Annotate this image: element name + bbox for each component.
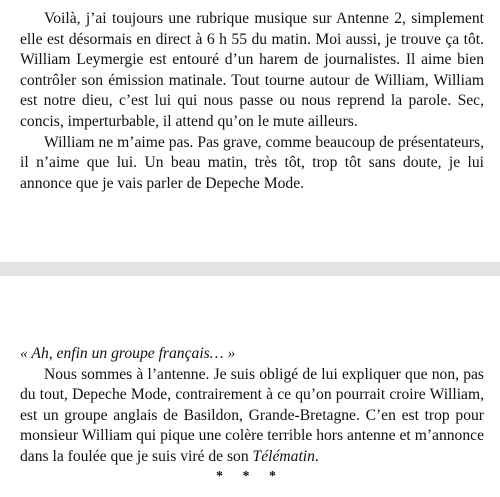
text-block-bottom bbox=[20, 344, 484, 468]
text-block-top bbox=[20, 9, 484, 194]
paragraph-william-ne-m-aime-pas: William ne m’aime pas. Pas grave, comme beaucoup de présentateurs, il n’aime que lui. Un beau matin, très tôt, trop tôt sans doute, je lui annonce que je vais parler de Depeche Mode. bbox=[20, 133, 484, 192]
paragraph-end: . bbox=[314, 447, 319, 465]
show-title: Télématin bbox=[252, 447, 315, 465]
section-separator: * * * bbox=[216, 469, 284, 484]
paragraph-antenne-2: Voilà, j’ai toujours une rubrique musique sur Antenne 2, simplement elle est désormais en direct à 6 h 55 du matin. Moi aussi, je trouve ça tôt. William Leymergie est entouré d’un harem de journalistes. Il aime bien contrôler son émission matinale. Tout tourne autour de William, William est notre dieu, c’est lui qui nous passe ou nous reprend la parole. Sec, concis, imperturbable, il attend qu’on le mute ailleurs. bbox=[20, 10, 484, 130]
page-divider bbox=[0, 262, 500, 276]
paragraph-depeche-mode bbox=[20, 365, 484, 468]
page-bottom bbox=[0, 276, 500, 497]
paragraph-text: Nous sommes à l’antenne. Je suis obligé de lui expliquer que non, pas du tout, Depeche Mode, contrairement à ce qu’on pourrait croire William, est un groupe anglais de Basildon, Grande-Bretagne. C’en est trop pour monsieur William qui pique une colère terrible hors antenne et m’annonce dans la foulée que je suis viré de son bbox=[20, 365, 484, 465]
quote-line: « Ah, enfin un groupe français… » bbox=[20, 345, 236, 362]
